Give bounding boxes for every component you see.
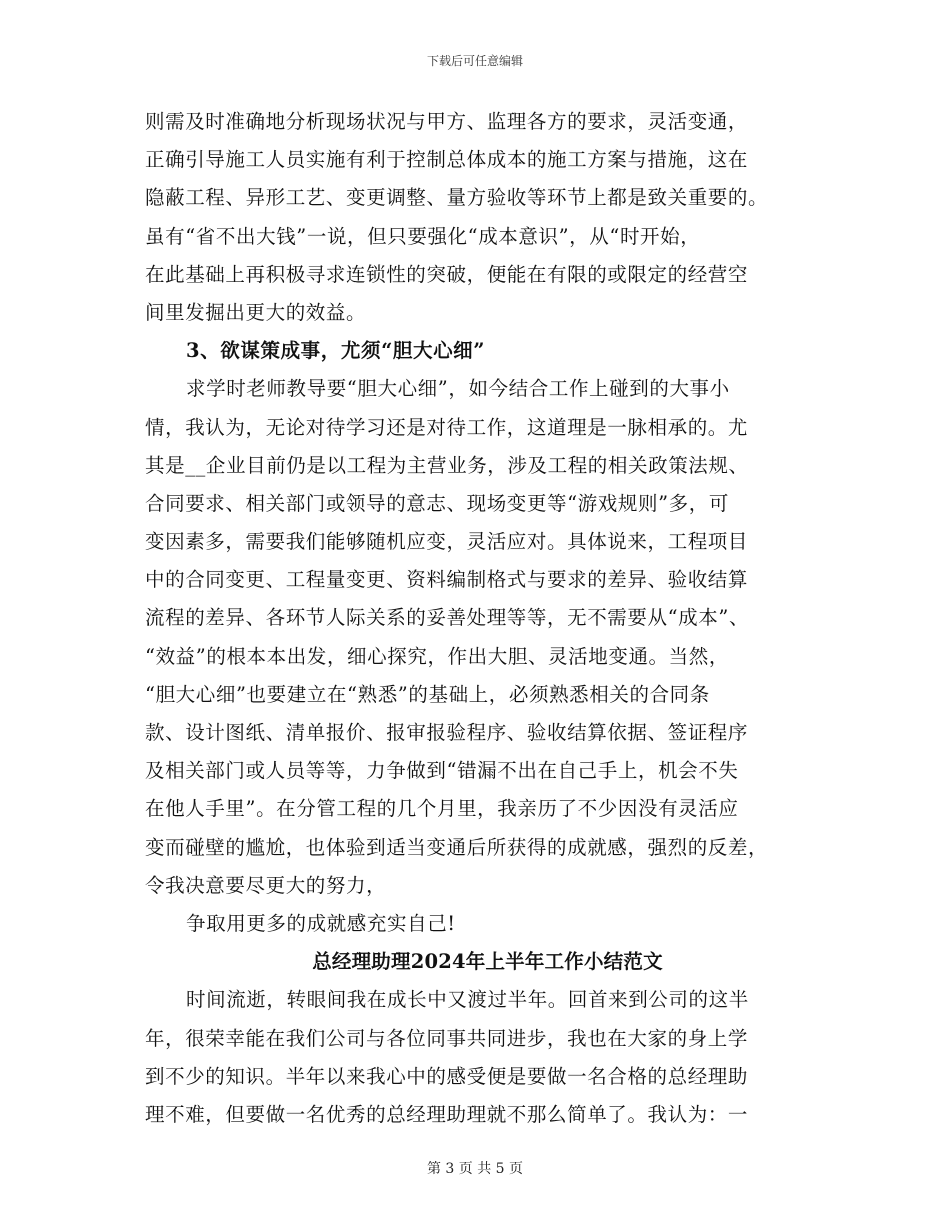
paragraph-line: 在此基础上再积极寻求连锁性的突破，便能在有限的或限定的经营空: [145, 262, 749, 286]
paragraph-line: 到不少的知识。半年以来我心中的感受便是要做一名合格的总经理助: [145, 1064, 749, 1088]
section-heading: 3、欲谋策成事，尤须“胆大心细”: [186, 339, 486, 363]
paragraph-line: “效益”的根本本出发，细心探究，作出大胆、灵活地变通。当然，: [145, 644, 729, 668]
paragraph-line: 争取用更多的成就感充实自己!: [186, 911, 456, 935]
paragraph-line: 合同要求、相关部门或领导的意志、现场变更等“游戏规则”多，可: [145, 491, 729, 515]
paragraph-line: 其是__企业目前仍是以工程为主营业务，涉及工程的相关政策法规、: [145, 453, 749, 477]
paragraph-line: 款、设计图纸、清单报价、报审报验程序、验收结算依据、签证程序: [145, 721, 749, 744]
paragraph-line: 流程的差异、各环节人际关系的妥善处理等等，无不需要从“成本”、: [145, 606, 750, 630]
paragraph-line: 隐蔽工程、异形工艺、变更调整、量方验收等环节上都是致关重要的。: [145, 186, 769, 210]
paragraph-line: 虽有“省不出大钱”一说，但只要强化“成本意识”，从“时开始，: [145, 224, 701, 248]
paragraph-line: 情，我认为，无论对待学习还是对待工作，这道理是一脉相承的。尤: [145, 415, 749, 439]
paragraph-line: 在他人手里”。在分管工程的几个月里，我亲历了不少因没有灵活应: [145, 797, 739, 821]
document-title: 总经理助理2024年上半年工作小结范文: [312, 950, 663, 974]
paragraph-line: 求学时老师教导要“胆大心细”，如今结合工作上碰到的大事小: [186, 377, 730, 401]
paragraph-line: 理不难，但要做一名优秀的总经理助理就不那么简单了。我认为：一: [145, 1102, 749, 1126]
paragraph-line: 变而碰壁的尴尬，也体验到适当变通后所获得的成就感，强烈的反差，: [145, 835, 769, 859]
paragraph-line: 变因素多，需要我们能够随机应变，灵活应对。具体说来，工程项目: [145, 530, 749, 554]
paragraph-line: 中的合同变更、工程量变更、资料编制格式与要求的差异、验收结算: [145, 568, 749, 592]
paragraph-line: 令我决意要尽更大的努力，: [145, 873, 387, 897]
paragraph-line: 时间流逝，转眼间我在成长中又渡过半年。回首来到公司的这半: [186, 988, 749, 1012]
paragraph-line: “胆大心细”也要建立在“熟悉”的基础上，必须熟悉相关的合同条: [145, 682, 710, 706]
paragraph-line: 正确引导施工人员实施有利于控制总体成本的施工方案与措施，这在: [145, 148, 749, 172]
paragraph-line: 及相关部门或人员等等，力争做到“错漏不出在自己手上，机会不失: [145, 759, 739, 783]
paragraph-line: 则需及时准确地分析现场状况与甲方、监理各方的要求，灵活变通，: [145, 110, 749, 133]
page-footer: 第 3 页 共 5 页: [426, 1161, 524, 1177]
paragraph-line: 年，很荣幸能在我们公司与各位同事共同进步，我也在大家的身上学: [145, 1026, 749, 1050]
document-body: [145, 103, 810, 1134]
paragraph-line: 间里发掘出更大的效益。: [145, 300, 367, 324]
page-header: 下载后可任意编辑: [426, 54, 523, 68]
